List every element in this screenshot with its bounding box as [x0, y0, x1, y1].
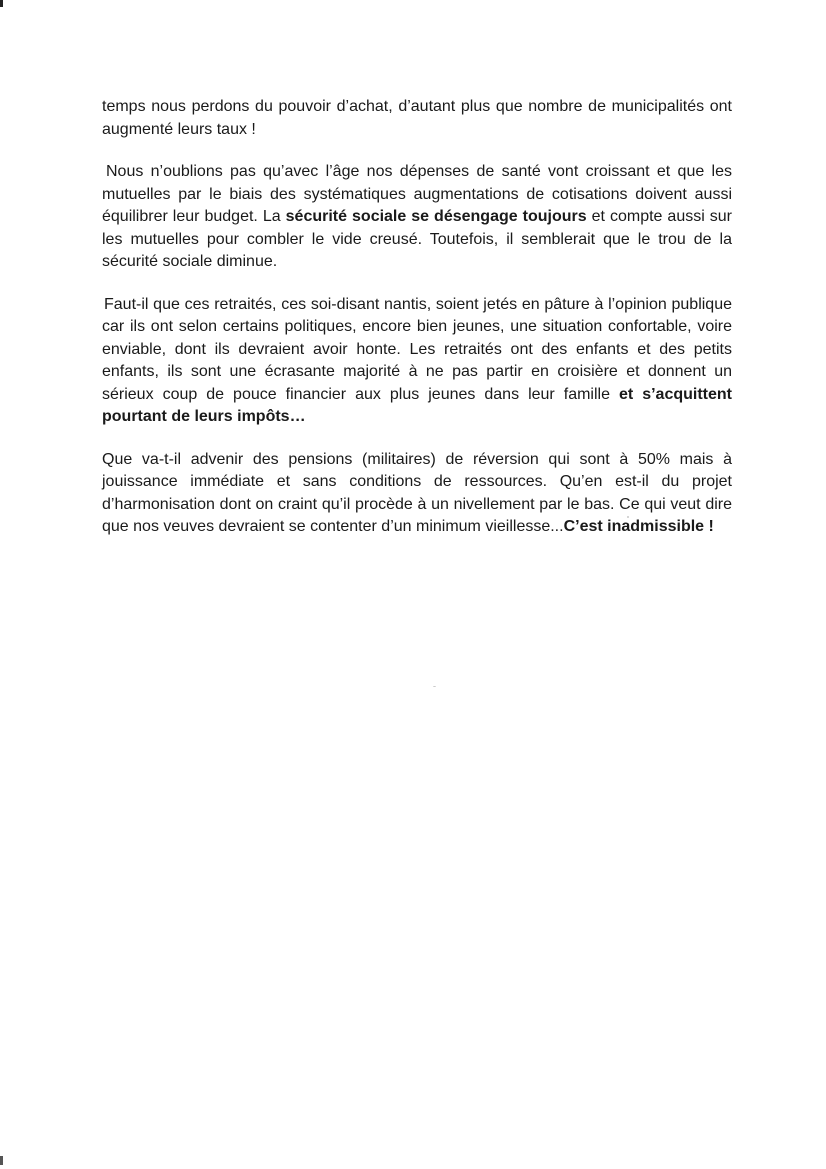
- paragraph-3: [102, 294, 732, 429]
- paragraph-4-text: Que va-t-il advenir des pensions (militaires) de réversion qui sont à 50% mais à jouissance immédiate et sans conditions de ressources. Qu’en est-il du projet d’harmonisation dont on craint qu’il procède à un nivellement par le bas. Ce qui veut dire que nos veuves devraient se contenter d’un minimum vieillesse...: [102, 450, 732, 535]
- scan-edge-mark: [0, 1156, 3, 1165]
- paragraph-1: [102, 96, 732, 141]
- paragraph-3-text: Faut-il que ces retraités, ces soi-disant nantis, soient jetés en pâture à l’opinion publique car ils ont selon certains politiques, encore bien jeunes, une situation confortable, voire enviable, dont ils devraient avoir honte. Les retraités ont des enfants et des petits enfants, ils sont une écrasante majorité à ne pas partir en croisière et donnent un sérieux coup de pouce financier aux plus jeunes dans leur famille: [102, 295, 732, 403]
- scan-speck: [433, 686, 436, 687]
- paragraph-2-emphasis: sécurité sociale se désengage toujours: [285, 208, 587, 225]
- paragraph-2-text-a: Nous n’oublions pas qu’avec l’âge nos dépenses de santé vont croissant et que les mutuelles par le biais des systématiques augmentations de cotisations doivent aussi équilibrer leur budget. La: [102, 163, 732, 225]
- scan-corner-mark: [0, 0, 3, 7]
- paragraph-2: [102, 161, 732, 274]
- paragraph-2-text-b: et compte aussi sur les mutuelles pour combler le vide creusé. Toutefois, il semblerait que le trou de la sécurité sociale diminue.: [102, 208, 733, 270]
- paragraph-4: [102, 449, 732, 539]
- paragraph-1-text: temps nous perdons du pouvoir d’achat, d’autant plus que nombre de municipalités ont augmenté leurs taux !: [102, 98, 732, 138]
- paragraph-3-emphasis: et s’acquittent pourtant de leurs impôts…: [102, 385, 732, 425]
- document-body: [102, 96, 732, 559]
- paragraph-4-emphasis: C’est inadmissible !: [563, 518, 714, 535]
